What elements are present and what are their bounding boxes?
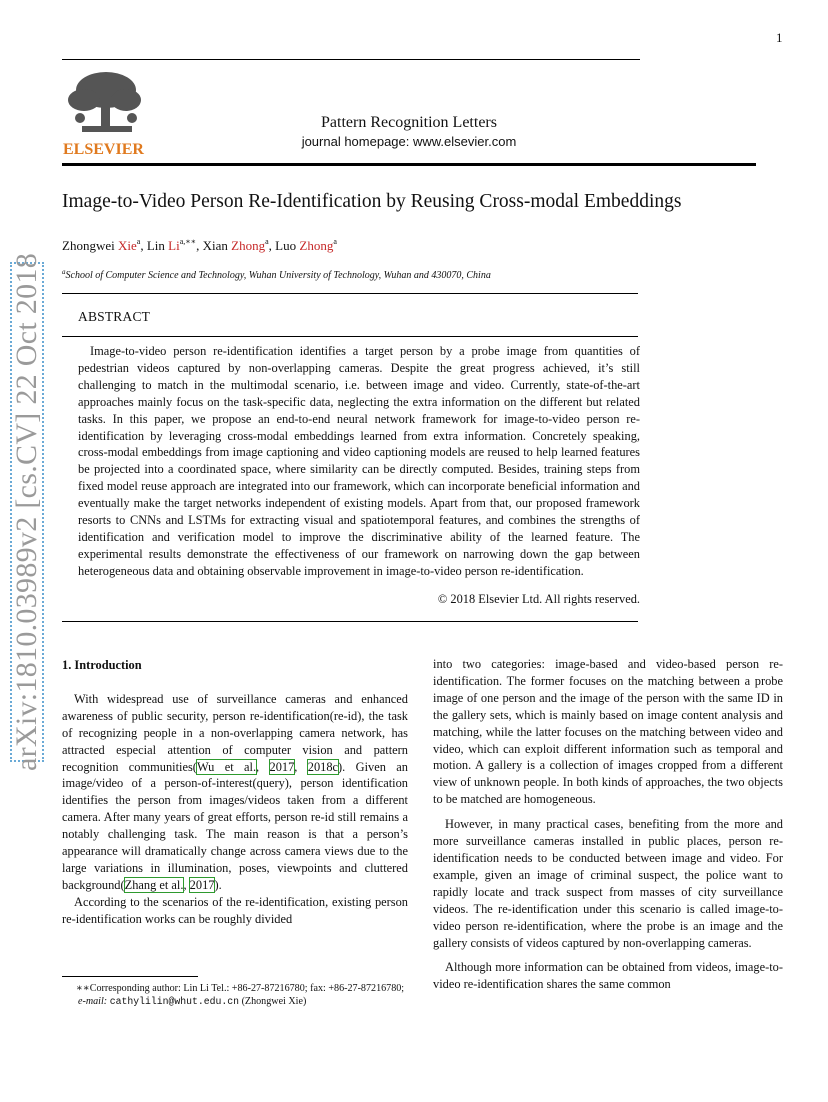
- intro-paragraph-5: Although more information can be obtained from videos, image-to-video re-identification shares the same common: [433, 960, 783, 992]
- footnote-rule: [62, 976, 198, 977]
- left-column: [62, 657, 408, 928]
- author-surname[interactable]: Li: [168, 238, 180, 253]
- right-column: [433, 656, 783, 993]
- intro-paragraph-3: into two categories: image-based and video-based person re-identification. The former focuses on the matching between a probe image of one person and the image of the person with the same ID in the gallery sets, which is mainly based on image content analysis and matching, while the latter focuses on the matching between video and video, which can exploit different information such as temporal and motion. A gallery is a collection of images cropped from a different view of unknown people. In both kinds of approaches, the two objects to be matched are homogeneous.: [433, 657, 783, 807]
- intro-paragraph-2: According to the scenarios of the re-identification, existing person re-identification works can be roughly divided: [62, 894, 408, 926]
- author-surname[interactable]: Zhong: [231, 238, 266, 253]
- abstract-body: [78, 343, 640, 580]
- author-affil-mark: a,∗∗: [179, 237, 197, 246]
- citation-link[interactable]: Zhang et al.: [124, 877, 184, 892]
- abstract-text: Image-to-video person re-identification identifies a target person by a probe image from quantities of pedestrian videos captured by non-overlapping cameras. Despite the great progress achieved, it’s still challenging to match in the multimodal scenario, i.e. between image and video. Currently, state-of-the-art approaches mainly focus on the task-specific data, neglecting the extra information on the different but related tasks. In this paper, we propose an end-to-end neural network framework for image-to-video person re-identification by leveraging cross-modal embeddings learned from extra information. Concretely speaking, cross-modal embeddings from image captioning and video captioning models are reused to help learned features be projected into a coordinated space, where similarity can be directly computed. Besides, training steps from fixed model reuse approach are integrated into our framework, which can incorporate beneficial information and eventually make the target networks independent of existing models. Apart from that, our proposed framework resorts to CNNs and LSTMs for extracting visual and spatiotemporal features, and combines the strengths of identification and verification model to improve the discriminative ability of the learned feature. The experimental results demonstrate the effectiveness of our framework on narrowing down the gap between heterogeneous data and obtaining observable improvement in image-to-video person re-identification.: [78, 344, 640, 578]
- copyright-notice: © 2018 Elsevier Ltd. All rights reserved.: [437, 592, 640, 606]
- elsevier-logo-text: ELSEVIER: [63, 141, 144, 158]
- affiliation-mark: a: [62, 268, 66, 276]
- citation-link[interactable]: 2018c: [307, 759, 339, 774]
- citation-link[interactable]: Wu et al.: [196, 759, 257, 774]
- citation-link[interactable]: 2017: [189, 877, 215, 892]
- author-name: Xian: [202, 238, 232, 253]
- author-affil-mark: a: [136, 237, 141, 246]
- author-surname[interactable]: Zhong: [299, 238, 334, 253]
- paper-title: Image-to-Video Person Re-Identification by Reusing Cross-modal Embeddings: [62, 191, 682, 212]
- intro-paragraph-4: However, in many practical cases, benefiting from the more and more surveillance cameras installed in public places, person re-identification needs to be conducted between image and video. For example, given an image of criminal suspect, the police want to rapidly locate and track suspect from masses of city surveillance videos. The re-identification under this scenario is called image-to-video person re-identification, where the probe is an image and the gallery consists of videos captured by non-overlapping cameras.: [433, 817, 783, 950]
- email-link[interactable]: cathylilin@whut.edu.cn: [109, 996, 240, 1007]
- affiliation-text: School of Computer Science and Technology, Wuhan University of Technology, Wuhan and 430070, China: [65, 270, 491, 281]
- journal-homepage: journal homepage: www.elsevier.com: [301, 134, 517, 149]
- section-heading: 1. Introduction: [62, 658, 142, 672]
- abstract-bottom-rule: [62, 621, 638, 622]
- citation-link[interactable]: 2017: [269, 759, 295, 774]
- intro-paragraph-1: With widespread use of surveillance cameras and enhanced awareness of public security, person re-identification(re-id), the task of recognizing people in a non-overlapping camera network, has attracted especial attention of computer vision and pattern recognition communities(Wu et al., 2017, 2018c). Given an image/video of a person-of-interest(query), person identification identifies the person from images/videos taken from a different camera. After many years of great efforts, person re-id still remains a notably challenging task. The main reason is that a person’s appearance will dramatically change across camera views due to the large variations in illumination, poses, viewpoints and cluttered background(Zhang et al., 2017).: [62, 691, 408, 892]
- abstract-top-rule: [62, 293, 638, 294]
- author-name: Luo: [275, 238, 300, 253]
- abstract-heading: ABSTRACT: [78, 309, 151, 324]
- author-affil-mark: a: [333, 237, 337, 246]
- header-thick-rule: [62, 163, 756, 166]
- footnote-email: e-mail: cathylilin@whut.edu.cn (Zhongwei Xie): [78, 996, 307, 1007]
- author-list: Zhongwei Xie$^a$, Lin $Li^{a,∗∗}$, Xian Zhong$^a$, Luo Zhong$^a$: [62, 237, 337, 253]
- author-name: Zhongwei: [62, 238, 118, 253]
- footnote-corresponding: ∗∗Corresponding author: Lin Li Tel.: +86-27-87216780; fax: +86-27-87216780;: [76, 983, 405, 994]
- journal-name: Pattern Recognition Letters: [321, 114, 497, 131]
- page-number: 1: [776, 30, 783, 45]
- author-affil-mark: a: [265, 237, 269, 246]
- author-surname[interactable]: Xie: [117, 238, 137, 253]
- affiliation: [62, 268, 491, 281]
- abstract-heading-rule: [62, 336, 638, 337]
- top-rule: [62, 59, 640, 60]
- footnote: [62, 982, 408, 1008]
- author-name: Lin: [146, 238, 169, 253]
- arxiv-stamp: arXiv:1810.03989v2 [cs.CV] 22 Oct 2018: [10, 252, 43, 772]
